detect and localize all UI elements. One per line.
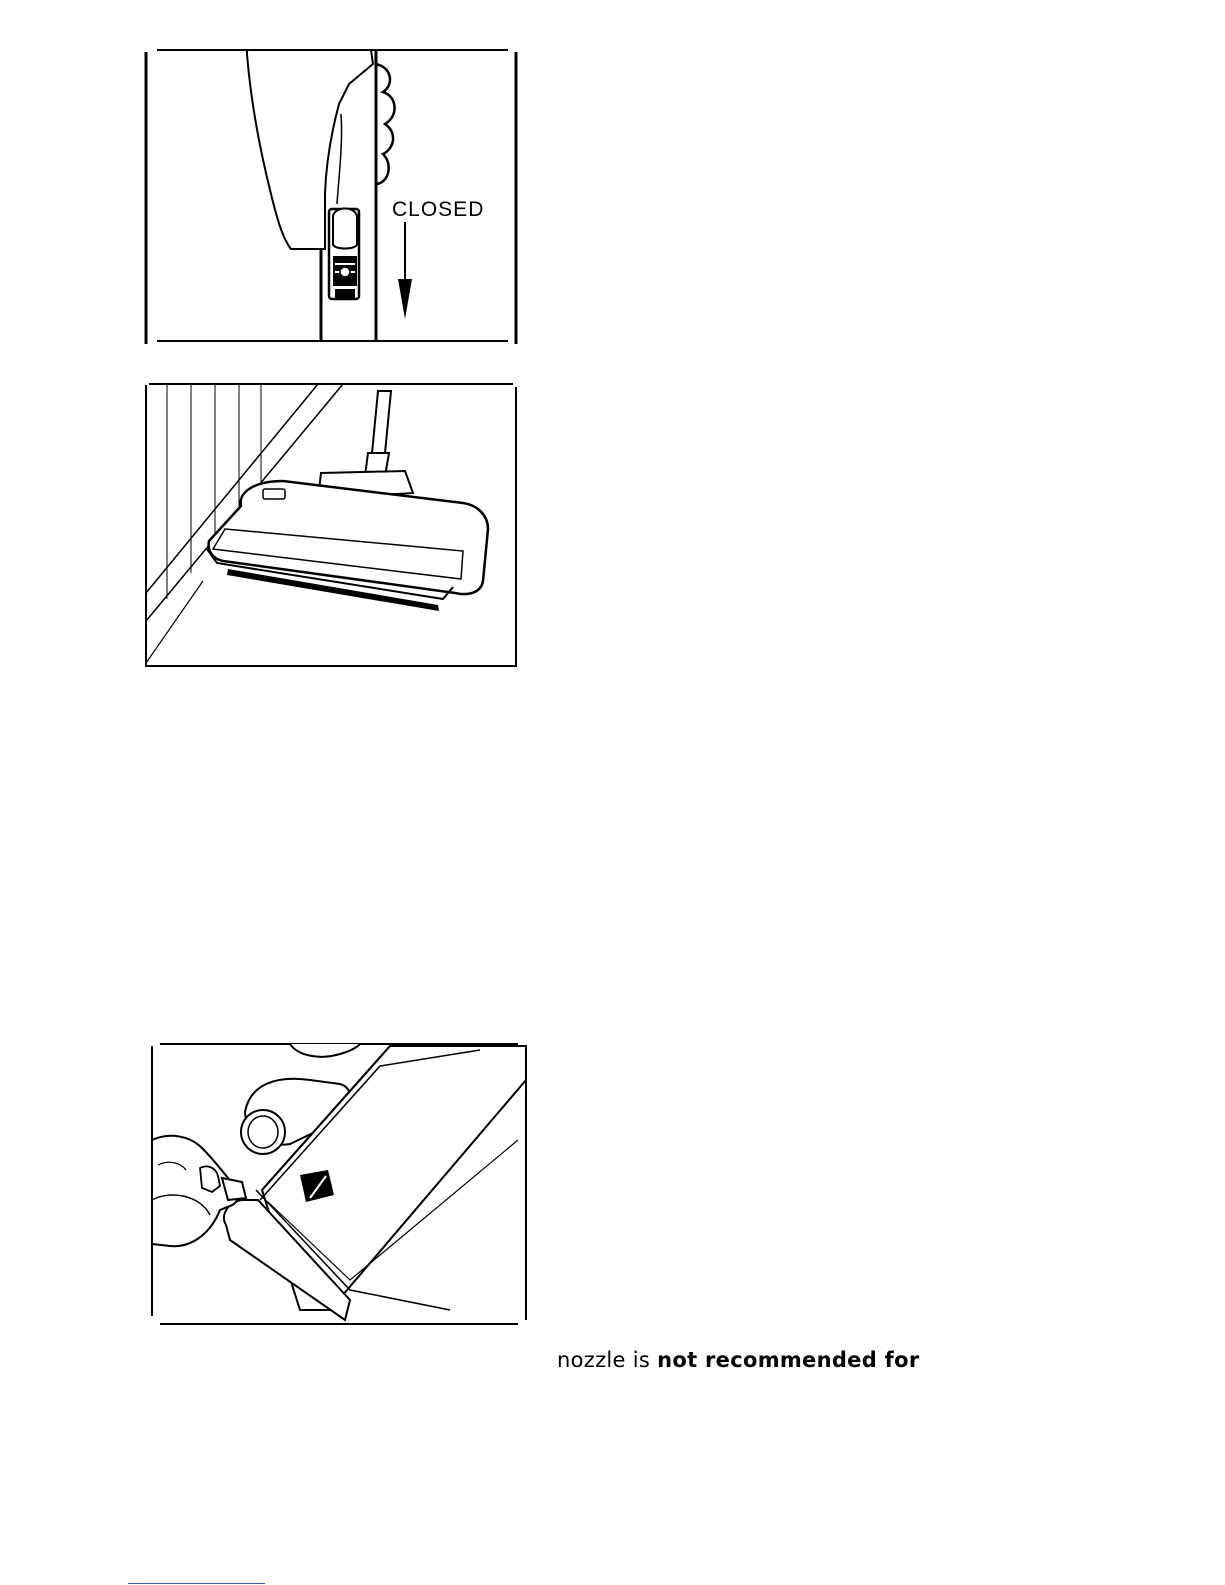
figure-suction-control-closed bbox=[143, 44, 521, 348]
figure-nozzle-cord-connection bbox=[150, 1040, 530, 1340]
caption-bold: not recommended for bbox=[657, 1348, 920, 1372]
figure-nozzle-baseboard bbox=[143, 381, 521, 673]
caption-plain: nozzle is bbox=[557, 1348, 658, 1372]
caption-text bbox=[557, 1348, 920, 1372]
footer-rule bbox=[128, 1583, 265, 1584]
closed-label: CLOSED bbox=[392, 198, 485, 221]
